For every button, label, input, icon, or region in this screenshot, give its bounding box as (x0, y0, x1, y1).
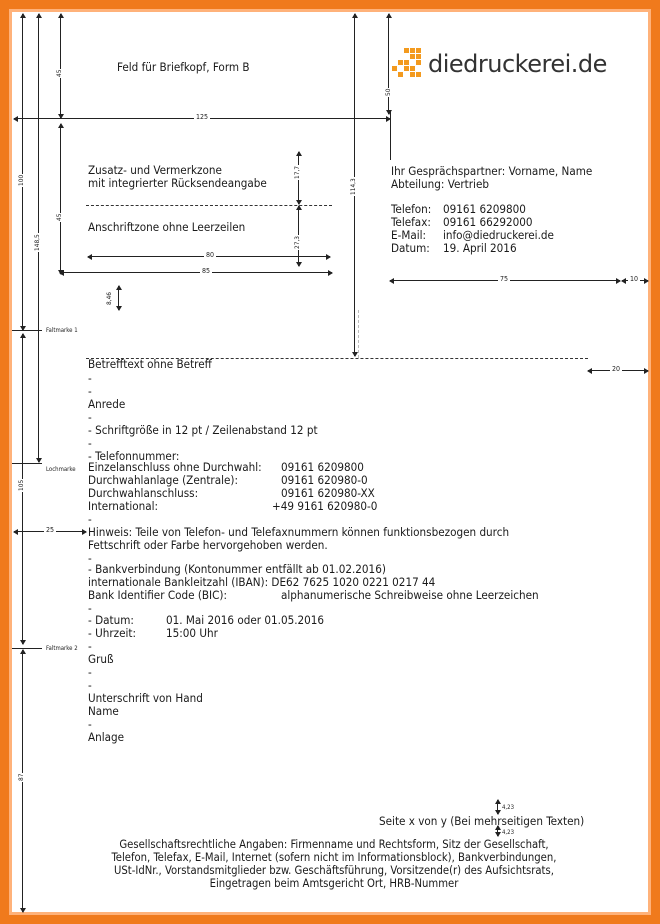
legal-line: USt-IdNr., Vorstandsmitglieder bzw. Geschäftsführung, Vorsitzende(r) des Aufsichtsrats, (114, 864, 554, 877)
datum-label: - Datum: (88, 613, 134, 627)
contact-datum-value: 19. April 2016 (443, 241, 517, 255)
dash-line: - (88, 410, 92, 424)
faltmarke2-line (12, 648, 42, 649)
dim-label-273: 27,3 (293, 235, 301, 249)
bic-label: Bank Identifier Code (BIC): (88, 588, 228, 602)
dim-label-846: 8,46 (105, 291, 113, 305)
betreff-text: Betrefftext ohne Betreff (88, 357, 212, 371)
dash-line: - (88, 639, 92, 653)
legal-line: Eingetragen beim Amtsgericht Ort, HRB-Nummer (209, 877, 459, 890)
legal-line: Gesellschaftsrechtliche Angaben: Firmenname und Rechtsform, Sitz der Gesellschaft, (119, 838, 549, 851)
contact-telefon-value: 09161 6209800 (443, 202, 526, 216)
faltmarke1-label: Faltmarke 1 (46, 327, 78, 334)
gruss-text: Gruß (88, 652, 114, 666)
iban-text: internationale Bankleitzahl (IBAN): DE62 7625 1020 0221 0217 44 (88, 575, 436, 589)
zone-separator-dashed (86, 205, 332, 206)
dim-label-125: 125 (196, 113, 209, 121)
dim-line-100 (22, 14, 23, 330)
telefonnummer-text: - Telefonnummer: (88, 449, 180, 463)
phone-value: 09161 620980-XX (281, 486, 375, 500)
contact-datum-label: Datum: (391, 241, 430, 255)
dim-line-846 (118, 286, 119, 310)
phone-label: International: (88, 499, 159, 513)
dim-label-1485: 148,5 (33, 234, 41, 251)
contact-email-label: E-Mail: (391, 228, 427, 242)
dim-label-105: 105 (17, 479, 25, 491)
zusatz-zone-line2: mit integrierter Rücksendeangabe (88, 176, 267, 190)
dim-label-20: 20 (612, 365, 621, 373)
phone-value: 09161 6209800 (281, 460, 364, 474)
dim-line-45b (60, 124, 61, 274)
dash-line: - (88, 512, 92, 526)
dim-line-50 (388, 14, 389, 114)
dim-label-85: 85 (202, 267, 211, 275)
dim-label-45b: 45 (55, 213, 63, 221)
phone-value: +49 9161 620980-0 (272, 499, 378, 513)
dash-line: - (88, 551, 92, 565)
uhrzeit-value: 15:00 Uhr (166, 626, 218, 640)
hinweis-line2: Fettschrift oder Farbe hervorgehoben werden. (88, 538, 328, 552)
dash-line: - (88, 601, 92, 615)
contact-telefax-label: Telefax: (391, 215, 431, 229)
zusatz-zone-line1: Zusatz- und Vermerkzone (88, 163, 222, 177)
contact-email-value: info@diedruckerei.de (443, 228, 554, 242)
dim-label-177: 17,7 (293, 165, 301, 179)
briefkopf-label: Feld für Briefkopf, Form B (117, 60, 250, 74)
dash-line: - (88, 717, 92, 731)
name-text: Name (88, 704, 119, 718)
datum-value: 01. Mai 2016 oder 01.05.2016 (166, 613, 325, 627)
hinweis-line1: Hinweis: Teile von Telefon- und Telefaxnummern können funktionsbezogen durch (88, 525, 510, 539)
dim-line-423a (497, 800, 498, 814)
contact-partner: Ihr Gesprächspartner: Vorname, Name (391, 164, 593, 178)
dim-label-45a: 45 (55, 69, 63, 77)
dim-line-45a (60, 14, 61, 118)
faltmarke1-line (12, 330, 42, 331)
dim-label-423b: 4,23 (502, 829, 515, 836)
legal-footer (86, 838, 582, 890)
dash-line: - (88, 384, 92, 398)
bic-value: alphanumerische Schreibweise ohne Leerzeichen (281, 588, 539, 602)
dim-label-10: 10 (630, 275, 639, 283)
schrift-text: - Schriftgröße in 12 pt / Zeilenabstand 12 pt (88, 423, 318, 437)
legal-line: Telefon, Telefax, E-Mail, Internet (sofern nicht im Informationsblock), Bankverbindungen, (111, 851, 557, 864)
lochmarke-line (12, 463, 42, 464)
phone-label: Durchwahlanschluss: (88, 486, 199, 500)
phone-label: Einzelanschluss ohne Durchwahl: (88, 460, 262, 474)
unterschrift-text: Unterschrift von Hand (88, 691, 203, 705)
logo-text: diedruckerei.de (428, 50, 607, 78)
dim-label-50: 50 (384, 88, 392, 96)
dim-label-75: 75 (500, 275, 509, 283)
contact-telefon-label: Telefon: (391, 202, 432, 216)
uhrzeit-label: - Uhrzeit: (88, 626, 137, 640)
contact-telefax-value: 09161 66292000 (443, 215, 533, 229)
dim-line-85 (60, 272, 332, 273)
dash-line: - (88, 678, 92, 692)
anschrift-zone: Anschriftzone ohne Leerzeilen (88, 220, 246, 234)
dim-label-25: 25 (46, 526, 55, 534)
guide-line-125-end (390, 110, 391, 160)
contact-department: Abteilung: Vertrieb (391, 177, 489, 191)
seite-text: Seite x von y (Bei mehrseitigen Texten) (379, 814, 585, 828)
faltmarke2-label: Faltmarke 2 (46, 645, 78, 652)
dim-label-80: 80 (206, 251, 215, 259)
anrede-text: Anrede (88, 397, 126, 411)
lochmarke-label: Lochmarke (46, 466, 76, 473)
dim-label-100: 100 (17, 174, 25, 186)
phone-label: Durchwahlanlage (Zentrale): (88, 473, 239, 487)
dash-line: - (88, 665, 92, 679)
guide-dash-vertical (358, 310, 359, 358)
phone-value: 09161 620980-0 (281, 473, 368, 487)
dim-label-1143: 114,3 (349, 178, 357, 195)
dim-label-423a: 4,23 (502, 804, 515, 811)
dim-label-87: 87 (17, 773, 25, 781)
dash-line: - (88, 436, 92, 450)
bank-text: - Bankverbindung (Kontonummer entfällt ab 01.02.2016) (88, 562, 386, 576)
dash-line: - (88, 371, 92, 385)
anlage-text: Anlage (88, 730, 125, 744)
